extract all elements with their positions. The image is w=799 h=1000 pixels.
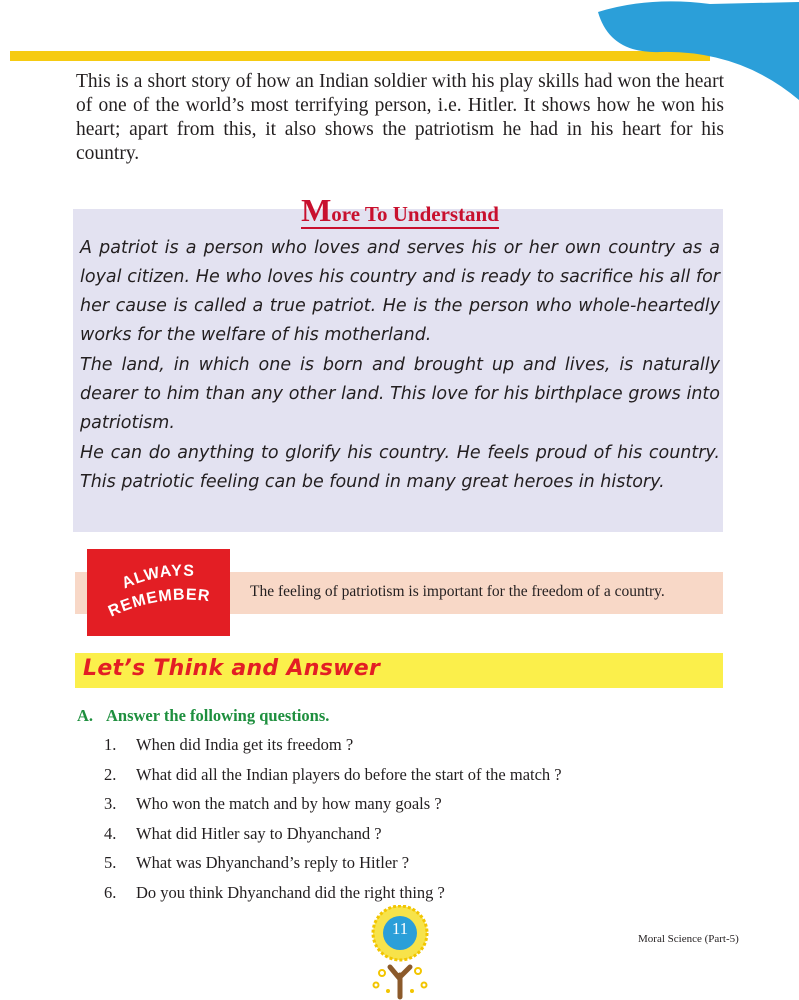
page-number: 11 (391, 919, 409, 938)
question-number: 5. (104, 853, 117, 872)
question-text: What did Hitler say to Dhyanchand ? (136, 823, 382, 843)
understand-paragraph: He can do anything to glorify his country. He feels proud of his country. This patriotic feeling can be found in many great heroes in history. (80, 443, 720, 492)
question-list (104, 735, 562, 912)
question-item (104, 735, 562, 765)
title-rest: ore To Understand (331, 202, 499, 226)
question-number: 6. (104, 882, 117, 902)
understand-paragraph: A patriot is a person who loves and serves his or her own country as a loyal citizen. He who loves his country and is ready to sacrifice his all for her cause is called a true patriot. He is the person who whole-heartedly works for the welfare of his motherland. (80, 238, 720, 345)
more-to-understand-text (80, 234, 720, 498)
question-text: When did India get its freedom ? (136, 735, 354, 754)
question-number: 1. (104, 735, 117, 754)
badge-line-1: ALWAYS (119, 562, 196, 593)
title-first-letter: M (301, 192, 332, 228)
section-label: A. (77, 706, 94, 725)
question-number: 3. (104, 794, 117, 813)
question-text: What did all the Indian players do before the start of the match ? (136, 764, 562, 784)
question-item (104, 765, 562, 795)
always-remember-badge (87, 549, 230, 636)
intro-paragraph: This is a short story of how an Indian soldier with his play skills had won the heart of one of the world’s most terrifying person, i.e. Hitler. It shows how he won his heart; apart from this, it also shows the patriotism he had in his heart for his country. (76, 71, 724, 164)
always-remember-text: The feeling of patriotism is important for the freedom of a country. (250, 583, 665, 600)
svg-text:REMEMBER (106, 586, 211, 620)
question-text: What was Dhyanchand’s reply to Hitler ? (136, 853, 410, 872)
question-text: Who won the match and by how many goals ? (136, 794, 442, 813)
badge-line-2: REMEMBER (105, 586, 212, 621)
question-text: Do you think Dhyanchand did the right thing ? (136, 882, 445, 902)
section-heading: Answer the following questions. (106, 706, 330, 725)
section-a-heading (77, 706, 329, 726)
book-title: Moral Science (Part-5) (638, 933, 739, 945)
question-number: 2. (104, 764, 117, 784)
lets-think-title: Let’s Think and Answer (83, 656, 381, 681)
question-item (104, 883, 562, 913)
question-item (104, 853, 562, 883)
question-item (104, 794, 562, 824)
more-to-understand-title (76, 192, 724, 229)
question-item (104, 824, 562, 854)
question-number: 4. (104, 823, 117, 843)
understand-paragraph: The land, in which one is born and brought up and lives, is naturally dearer to him than any other land. This love for his birthplace grows into patriotism. (80, 355, 720, 433)
